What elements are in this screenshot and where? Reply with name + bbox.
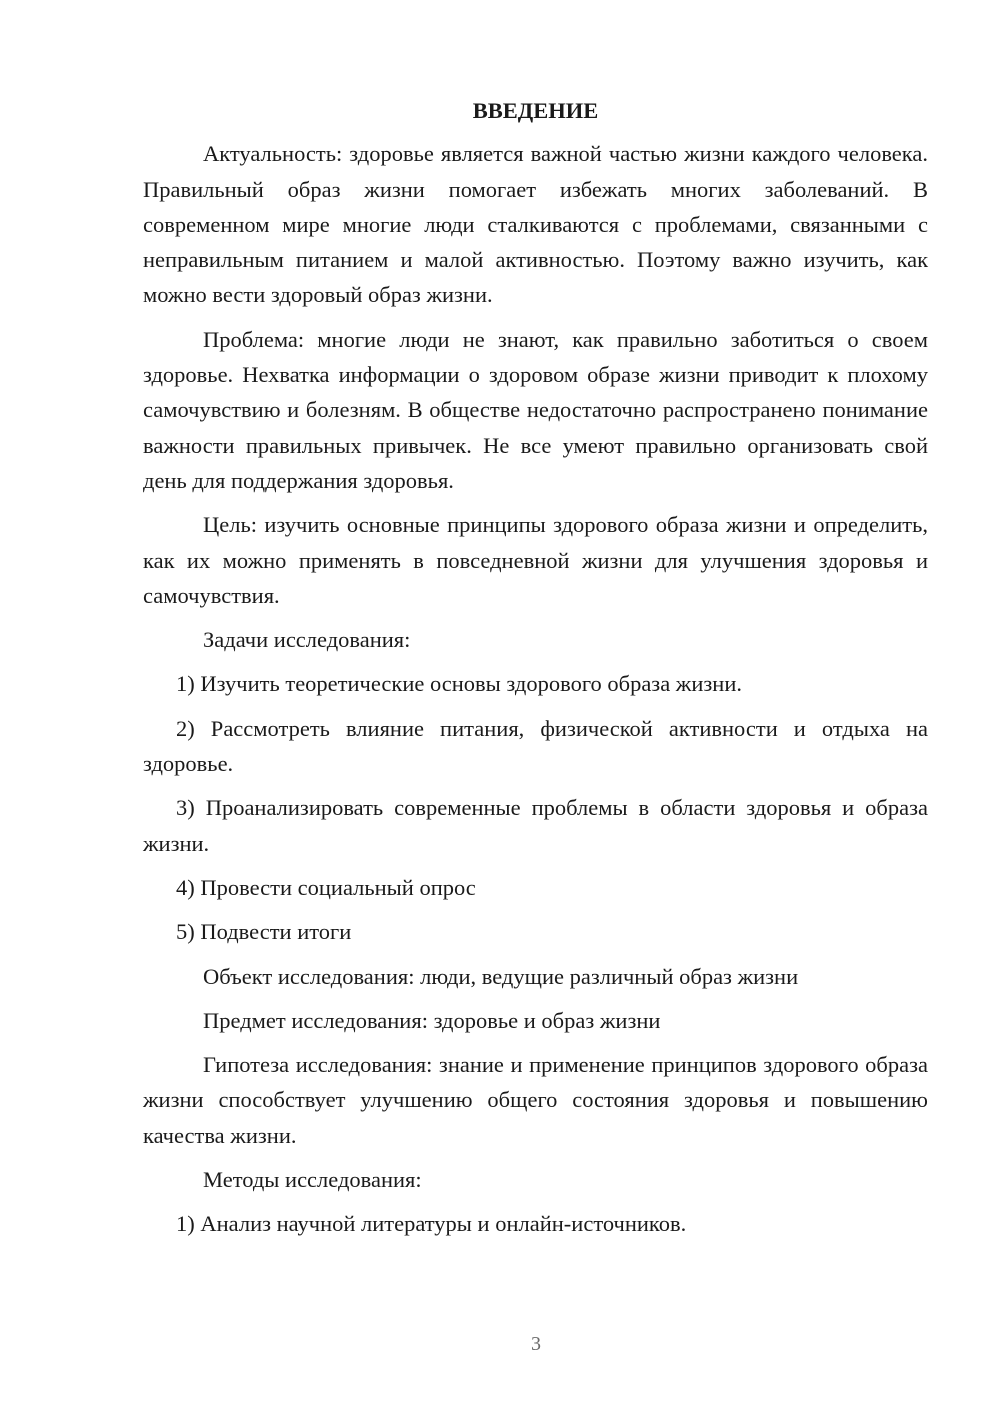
methods-heading: Методы исследования: xyxy=(203,1167,422,1193)
task-item-1: 1) Изучить теоретические основы здорового образа жизни. xyxy=(176,671,742,697)
object-paragraph: Объект исследования: люди, ведущие различный образ жизни xyxy=(203,963,799,989)
task-item-5: 5) Подвести итоги xyxy=(176,919,352,945)
goal-paragraph: Цель: изучить основные принципы здорового образа жизни и определить, как их можно применять в повседневной жизни для улучшения здоровья и самочувствия. xyxy=(143,512,928,608)
task-item-4: 4) Провести социальный опрос xyxy=(176,874,476,900)
section-title: ВВЕДЕНИЕ xyxy=(472,98,599,123)
task-item-2: 2) Рассмотреть влияние питания, физической активности и отдыха на здоровье. xyxy=(143,715,928,777)
subject-paragraph: Предмет исследования: здоровье и образ жизни xyxy=(203,1007,661,1033)
task-item-3: 3) Проанализировать современные проблемы в области здоровья и образа жизни. xyxy=(143,795,928,856)
hypothesis-paragraph: Гипотеза исследования: знание и применение принципов здорового образа жизни способствует улучшению общего состояния здоровья и повышению качества жизни. xyxy=(143,1052,928,1148)
page-number: 3 xyxy=(531,1333,541,1355)
problem-paragraph: Проблема: многие люди не знают, как правильно заботиться о своем здоровье. Нехватка информации о здоровом образе жизни приводит к плохому самочувствию и болезням. В обществе недостаточно распространено понимание важности правильных привычек. Не все умеют правильно организовать свой день для поддержания здоровья. xyxy=(143,326,928,493)
method-item-1: 1) Анализ научной литературы и онлайн-источников. xyxy=(176,1211,687,1237)
tasks-heading: Задачи исследования: xyxy=(203,627,411,653)
page-content xyxy=(143,93,928,1251)
relevance-paragraph: Актуальность: здоровье является важной частью жизни каждого человека. Правильный образ жизни помогает избежать многих заболеваний. В современном мире многие люди сталкиваются с проблемами, связанными с неправильным питанием и малой активностью. Поэтому важно изучить, как можно вести здоровый образ жизни. xyxy=(143,141,928,308)
